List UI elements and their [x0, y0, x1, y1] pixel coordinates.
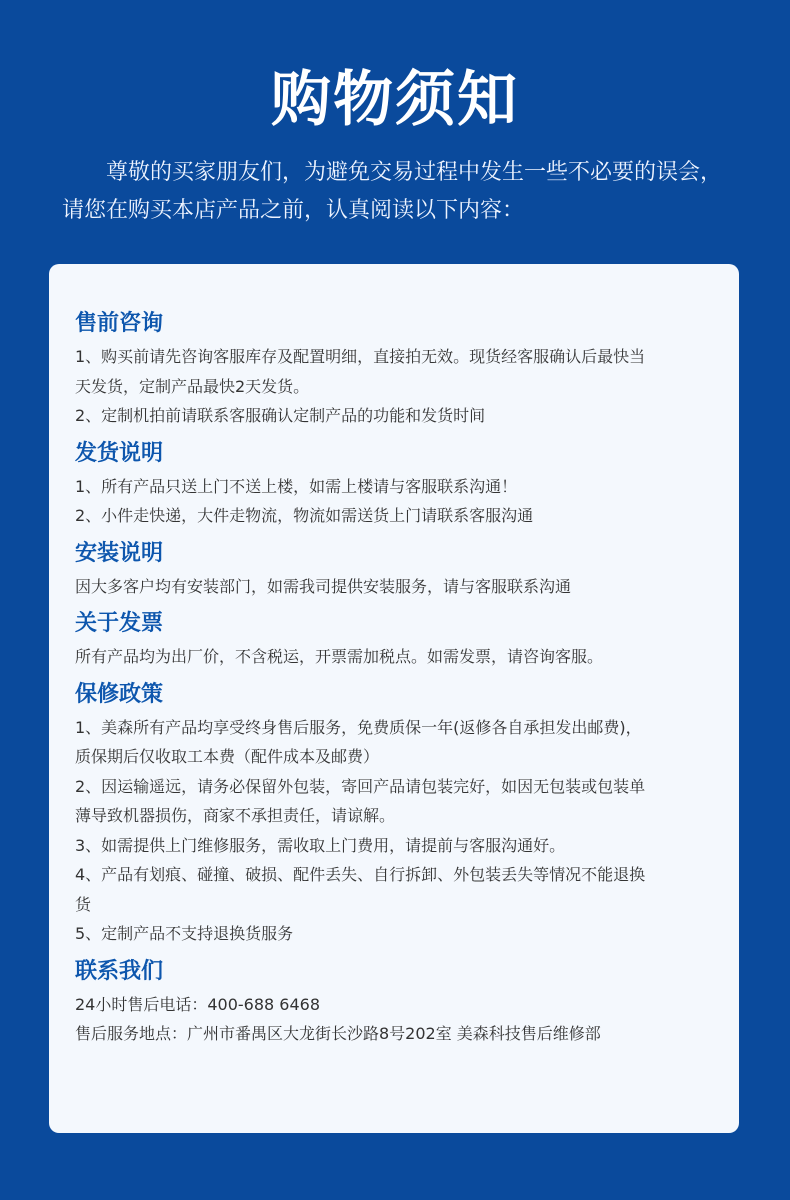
section-line: 所有产品均为出厂价，不含税运，开票需加税点。如需发票，请咨询客服。 [75, 647, 604, 666]
section-line: 2、定制机拍前请联系客服确认定制产品的功能和发货时间 [75, 406, 486, 425]
section-warranty [75, 677, 715, 949]
section-contact [75, 954, 715, 1049]
section-line: 薄导致机器损伤，商家不承担责任，请谅解。 [75, 806, 396, 825]
section-line: 5、定制产品不支持退换货服务 [75, 924, 294, 943]
section-heading: 发货说明 [75, 440, 164, 466]
page-title: 购物须知 [271, 65, 519, 135]
section-line: 质保期后仅收取工本费（配件成本及邮费） [75, 747, 380, 766]
section-heading: 联系我们 [75, 958, 164, 984]
section-invoice [75, 606, 715, 672]
section-heading: 保修政策 [75, 681, 164, 707]
section-shipping [75, 436, 715, 531]
section-heading: 售前咨询 [75, 311, 164, 336]
contact-address: 售后服务地点：广州市番禺区大龙街长沙路8号202室 美森科技售后维修部 [75, 1024, 601, 1043]
section-line: 2、因运输遥远，请务必保留外包装，寄回产品请包装完好，如因无包装或包装单 [75, 776, 646, 796]
section-line: 1、所有产品只送上门不送上楼，如需上楼请与客服联系沟通！ [75, 476, 518, 496]
section-heading: 关于发票 [75, 611, 164, 636]
section-line: 货 [75, 894, 92, 914]
section-line: 2、小件走快递，大件走物流，物流如需送货上门请联系客服沟通 [75, 506, 534, 525]
section-line: 3、如需提供上门维修服务，需收取上门费用，请提前与客服沟通好。 [75, 835, 566, 855]
section-presale-consult [75, 306, 715, 431]
intro-text: 尊敬的买家朋友们，为避免交易过程中发生一些不必要的误会，请您在购买本店产品之前，认真阅读以下内容： [62, 160, 723, 223]
section-line: 1、美森所有产品均享受终身售后服务，免费质保一年(返修各自承担发出邮费)， [75, 717, 642, 737]
section-line: 1、购买前请先咨询客服库存及配置明细，直接拍无效。现货经客服确认后最快当 [75, 347, 646, 366]
section-line: 天发货，定制产品最快2天发货。 [75, 376, 310, 396]
notice-card [49, 264, 739, 1133]
section-line: 因大多客户均有安装部门，如需我司提供安装服务，请与客服联系沟通 [75, 576, 572, 596]
section-heading: 安装说明 [75, 540, 164, 566]
section-installation [75, 536, 715, 602]
contact-phone: 24小时售后电话：400-688 6468 [75, 994, 321, 1014]
section-line: 4、产品有划痕、碰撞、破损、配件丢失、自行拆卸、外包装丢失等情况不能退换 [75, 865, 646, 884]
